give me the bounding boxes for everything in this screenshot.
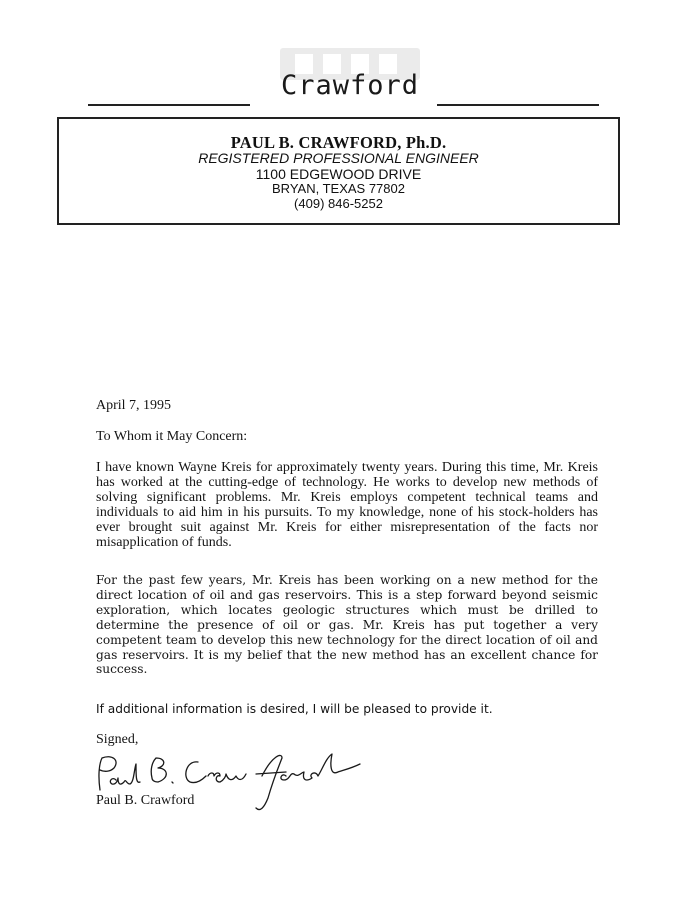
letterhead-city: BRYAN, TEXAS 77802 <box>272 181 405 196</box>
letter-closing: Signed, <box>96 732 139 747</box>
letter-date: April 7, 1995 <box>96 398 172 413</box>
letterhead-logo-word: Crawford <box>280 70 420 101</box>
letterhead-phone: (409) 846-5252 <box>294 196 383 211</box>
letterhead-name: PAUL B. CRAWFORD, Ph.D. <box>230 133 447 152</box>
letterhead-title: REGISTERED PROFESSIONAL ENGINEER <box>198 150 479 166</box>
handwritten-signature <box>86 750 386 822</box>
letterhead-street: 1100 EDGEWOOD DRIVE <box>255 166 422 182</box>
letter-paragraph-2: For the past few years, Mr. Kreis has been working on a new method for the direct location of oil and gas reservoirs. This is a step forward beyond seismic exploration, which locates geologic structures which must be drilled to determine the presence of oil or gas. Mr. Kreis has put together a very competent team to develop this new technology for the direct location of oil and gas reservoirs. It is my belief that the new method has an excellent chance for success. <box>96 573 598 677</box>
logo-rule-right <box>437 104 599 106</box>
letter-salutation: To Whom it May Concern: <box>96 429 248 444</box>
logo-rule-left <box>88 104 250 106</box>
signer-name: Paul B. Crawford <box>96 793 195 808</box>
letter-paragraph-1: I have known Wayne Kreis for approximately twenty years. During this time, Mr. Kreis has worked at the cutting-edge of technology. He works to develop new methods of solving significant problems. Mr. Kreis employs competent technical teams and individuals to aid him in his pursuits. To my knowledge, none of his stock-holders has ever brought suit against Mr. Kreis for either misrepresentation of the facts nor misapplication of funds. <box>96 460 598 550</box>
letter-paragraph-3: If additional information is desired, I will be pleased to provide it. <box>96 702 493 716</box>
